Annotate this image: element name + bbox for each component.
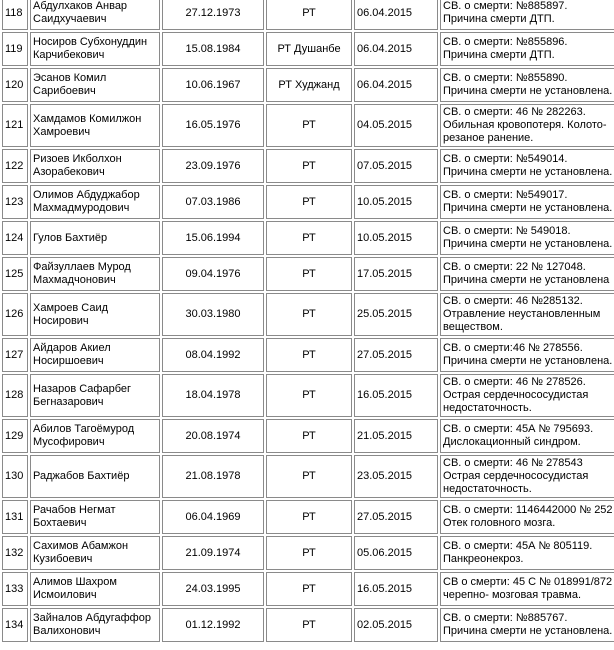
- table-row: [2, 32, 614, 66]
- death-date: 10.05.2015: [354, 221, 438, 255]
- person-name: Айдаров Акиел Носиршоевич: [30, 338, 160, 372]
- table-row: [2, 149, 614, 183]
- table-row: [2, 257, 614, 291]
- death-certificate-cause: СВ. о смерти: №885897. Причина смерти ДТП.: [440, 0, 614, 30]
- table-row: [2, 185, 614, 219]
- row-number: 132: [2, 536, 28, 570]
- death-certificate-cause: СВ. о смерти: №855890. Причина смерти не установлена.: [440, 68, 614, 102]
- row-number: 128: [2, 374, 28, 417]
- birth-place: РТ: [266, 419, 352, 453]
- death-certificate-cause: СВ. о смерти: 1146442000 № 252 Отек головного мозга.: [440, 500, 614, 534]
- birth-date: 23.09.1976: [162, 149, 264, 183]
- table-row: [2, 68, 614, 102]
- death-certificate-cause: СВ. о смерти: № 549018. Причина смерти не установлена.: [440, 221, 614, 255]
- death-certificate-cause: СВ. о смерти:46 № 278556. Причина смерти не установлена.: [440, 338, 614, 372]
- row-number: 133: [2, 572, 28, 606]
- death-date: 05.06.2015: [354, 536, 438, 570]
- person-name: Олимов Абдуджабор Махмадмуродович: [30, 185, 160, 219]
- birth-date: 06.04.1969: [162, 500, 264, 534]
- death-date: 17.05.2015: [354, 257, 438, 291]
- table-row: [2, 455, 614, 498]
- birth-place: РТ: [266, 374, 352, 417]
- death-certificate-cause: СВ. о смерти: 46 №285132. Отравление неустановленным веществом.: [440, 293, 614, 336]
- death-date: 16.05.2015: [354, 374, 438, 417]
- row-number: 120: [2, 68, 28, 102]
- person-name: Абилов Тагоёмурод Мусофирович: [30, 419, 160, 453]
- birth-date: 27.12.1973: [162, 0, 264, 30]
- death-date: 27.05.2015: [354, 500, 438, 534]
- birth-date: 15.06.1994: [162, 221, 264, 255]
- death-certificate-cause: СВ. о смерти: №549017. Причина смерти не установлена.: [440, 185, 614, 219]
- birth-place: РТ: [266, 104, 352, 147]
- birth-date: 24.03.1995: [162, 572, 264, 606]
- row-number: 118: [2, 0, 28, 30]
- person-name: Сахимов Абамжон Кузибоевич: [30, 536, 160, 570]
- death-date: 02.05.2015: [354, 608, 438, 642]
- birth-place: РТ: [266, 221, 352, 255]
- row-number: 124: [2, 221, 28, 255]
- death-certificate-cause: СВ. о смерти: №549014. Причина смерти не установлена.: [440, 149, 614, 183]
- birth-place: РТ Душанбе: [266, 32, 352, 66]
- death-date: 07.05.2015: [354, 149, 438, 183]
- person-name: Ризоев Икболхон Азорабекович: [30, 149, 160, 183]
- death-certificate-cause: СВ. о смерти: 46 № 282263. Обильная кровопотеря. Колото-резаное ранение.: [440, 104, 614, 147]
- death-date: 21.05.2015: [354, 419, 438, 453]
- death-date: 16.05.2015: [354, 572, 438, 606]
- person-name: Хамроев Саид Носирович: [30, 293, 160, 336]
- birth-place: РТ: [266, 338, 352, 372]
- birth-date: 01.12.1992: [162, 608, 264, 642]
- death-date: 27.05.2015: [354, 338, 438, 372]
- person-name: Зайналов Абдугаффор Валихонович: [30, 608, 160, 642]
- birth-place: РТ: [266, 293, 352, 336]
- table-row: [2, 608, 614, 642]
- table-row: [2, 572, 614, 606]
- row-number: 129: [2, 419, 28, 453]
- birth-place: РТ: [266, 257, 352, 291]
- death-certificate-cause: СВ. о смерти: №855896. Причина смерти ДТП.: [440, 32, 614, 66]
- person-name: Абдулхаков Анвар Саидхучаевич: [30, 0, 160, 30]
- death-date: 06.04.2015: [354, 32, 438, 66]
- birth-date: 20.08.1974: [162, 419, 264, 453]
- person-name: Раджабов Бахтиёр: [30, 455, 160, 498]
- birth-date: 09.04.1976: [162, 257, 264, 291]
- row-number: 122: [2, 149, 28, 183]
- birth-date: 30.03.1980: [162, 293, 264, 336]
- table-row: [2, 374, 614, 417]
- birth-date: 15.08.1984: [162, 32, 264, 66]
- birth-date: 21.08.1978: [162, 455, 264, 498]
- person-name: Гулов Бахтиёр: [30, 221, 160, 255]
- birth-date: 07.03.1986: [162, 185, 264, 219]
- row-number: 130: [2, 455, 28, 498]
- birth-date: 08.04.1992: [162, 338, 264, 372]
- table-row: [2, 338, 614, 372]
- row-number: 119: [2, 32, 28, 66]
- person-name: Файзуллаев Мурод Махмадчонович: [30, 257, 160, 291]
- birth-place: РТ: [266, 0, 352, 30]
- table-row: [2, 500, 614, 534]
- person-name: Назаров Сафарбег Бегназарович: [30, 374, 160, 417]
- death-certificate-cause: СВ. о смерти: 46 № 278526. Острая сердечнососудистая недостаточность.: [440, 374, 614, 417]
- death-certificate-cause: СВ. о смерти: 22 № 127048. Причина смерти не установлена: [440, 257, 614, 291]
- row-number: 131: [2, 500, 28, 534]
- death-certificate-cause: СВ. о смерти: 45А № 795693. Дислокационный синдром.: [440, 419, 614, 453]
- row-number: 127: [2, 338, 28, 372]
- birth-place: РТ: [266, 149, 352, 183]
- table-row: [2, 0, 614, 30]
- row-number: 125: [2, 257, 28, 291]
- table-row: [2, 221, 614, 255]
- birth-date: 21.09.1974: [162, 536, 264, 570]
- death-certificate-cause: СВ. о смерти: 46 № 278543 Острая сердечнососудистая недостаточность.: [440, 455, 614, 498]
- row-number: 126: [2, 293, 28, 336]
- death-certificate-cause: СВ. о смерти: №885767. Причина смерти не установлена.: [440, 608, 614, 642]
- birth-place: РТ: [266, 185, 352, 219]
- birth-date: 16.05.1976: [162, 104, 264, 147]
- death-date: 23.05.2015: [354, 455, 438, 498]
- birth-place: РТ: [266, 536, 352, 570]
- table-row: [2, 293, 614, 336]
- birth-place: РТ: [266, 572, 352, 606]
- birth-place: РТ: [266, 608, 352, 642]
- death-certificate-cause: СВ о смерти: 45 С № 018991/872 черепно- мозговая травма.: [440, 572, 614, 606]
- table-row: [2, 419, 614, 453]
- table-row: [2, 104, 614, 147]
- person-name: Хамдамов Комилжон Хамроевич: [30, 104, 160, 147]
- birth-place: РТ Худжанд: [266, 68, 352, 102]
- birth-place: РТ: [266, 500, 352, 534]
- death-date: 25.05.2015: [354, 293, 438, 336]
- person-name: Алимов Шахром Исмоилович: [30, 572, 160, 606]
- row-number: 121: [2, 104, 28, 147]
- table-row: [2, 536, 614, 570]
- birth-date: 18.04.1978: [162, 374, 264, 417]
- row-number: 134: [2, 608, 28, 642]
- death-date: 06.04.2015: [354, 0, 438, 30]
- birth-place: РТ: [266, 455, 352, 498]
- death-date: 10.05.2015: [354, 185, 438, 219]
- person-name: Эсанов Комил Сарибоевич: [30, 68, 160, 102]
- death-certificate-cause: СВ. о смерти: 45А № 805119. Панкреонекроз.: [440, 536, 614, 570]
- death-date: 04.05.2015: [354, 104, 438, 147]
- table-body: [2, 0, 614, 642]
- death-date: 06.04.2015: [354, 68, 438, 102]
- birth-date: 10.06.1967: [162, 68, 264, 102]
- row-number: 123: [2, 185, 28, 219]
- person-name: Носиров Субхонуддин Карчибекович: [30, 32, 160, 66]
- person-name: Рачабов Негмат Бохтаевич: [30, 500, 160, 534]
